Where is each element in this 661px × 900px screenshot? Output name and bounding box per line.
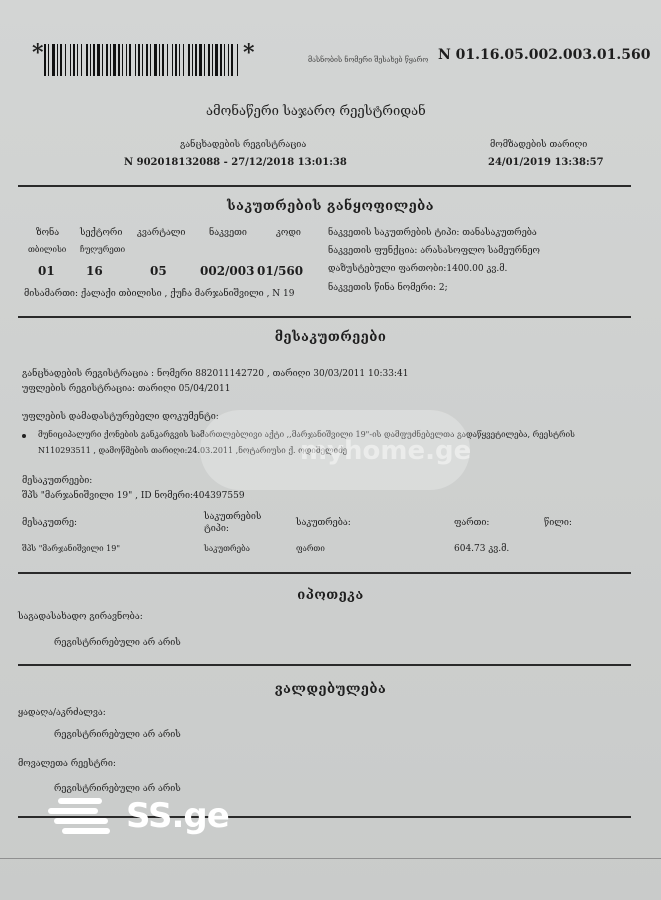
owners-section-title: მესაკუთრეები (274, 330, 387, 345)
divider (18, 572, 631, 574)
debtors-label: მოვალეთა რეესტრი: (18, 759, 116, 769)
divider (18, 185, 631, 187)
mortgage-section-title: იპოთეკა (297, 588, 364, 603)
basis-label: უფლების დამადასტურებელი დოკუმენტი: (22, 412, 219, 422)
registration-label: განცხადების რეგისტრაცია (180, 140, 307, 150)
table-cell-ownership-type: საკუთრება (204, 544, 250, 553)
header-small-caption: მასნობის ნომერი შესახებ წყარო (308, 56, 429, 64)
table-header-owner: მესაკუთრე: (22, 518, 78, 528)
parcel-area: დაზუსტებული ფართობი:1400.00 კვ.მ. (328, 264, 508, 274)
code-quarter: 05 (150, 264, 167, 278)
basis-text-line1: მუნიციპალური ქონების განკარგვის სამართლებლივი აქტი ,,მარჯანიშვილი 19"-ის დამფუძნებელთა გადაწყვეტილება, რეესტრის (38, 430, 575, 439)
parcel-function: ნაკვეთის ფუნქცია: არასასოფლო სამეურნეო (328, 246, 540, 256)
registration-value: N 902018132088 - 27/12/2018 13:01:38 (124, 157, 347, 168)
owners-registration-line: განცხადების რეგისტრაცია : ნომერი 882011142720 , თარიღი 30/03/2011 10:33:41 (22, 369, 409, 379)
mortgage-label: საგადასახადო გირავნობა: (18, 612, 143, 622)
document-number: N 01.16.05.002.003.01.560 (438, 47, 651, 63)
zone-name: თბილისი (28, 245, 67, 254)
watermark-center: myhome.ge (300, 436, 472, 466)
prepared-value: 24/01/2019 13:38:57 (488, 157, 604, 168)
table-cell-area: 604.73 კვ.მ. (454, 544, 510, 554)
ss-logo-text: SS.ge (126, 796, 229, 836)
seizure-label: ყადაღა/აკრძალვა: (18, 708, 106, 718)
debtors-value: რეგისტრირებული არ არის (54, 784, 181, 794)
table-cell-owner: შპს "მარჯანიშვილი 19" (22, 544, 121, 553)
table-header-ownership: საკუთრება: (296, 518, 351, 528)
col-header-quarter: კვარტალი (137, 228, 186, 238)
table-cell-ownership: ფართი (296, 544, 325, 553)
prepared-label: მომზადების თარიღი (490, 140, 588, 150)
code-sector: 16 (86, 264, 103, 278)
barcode-star-right: * (243, 40, 255, 66)
property-section-title: საკუთრების განყოფილება (226, 199, 435, 214)
seizure-value: რეგისტრირებული არ არის (54, 730, 181, 740)
owners-value: შპს "მარჯანიშვილი 19" , ID ნომერი:404397559 (22, 491, 245, 501)
col-header-parcel: ნაკვეთი (209, 228, 247, 238)
owners-label: მესაკუთრეები: (22, 476, 93, 486)
ss-logo-icon (48, 796, 112, 836)
table-header-area: ფართი: (454, 518, 490, 528)
property-address: მისამართი: ქალაქი თბილისი , ქუჩა მარჯანიშვილი , N 19 (24, 289, 295, 299)
owners-right-registration: უფლების რეგისტრაცია: თარიღი 05/04/2011 (22, 384, 231, 394)
divider (18, 664, 631, 666)
page-bottom-line (0, 858, 661, 859)
col-header-sector: სექტორი (80, 228, 123, 238)
barcode-bar (238, 44, 240, 76)
ss-logo (48, 796, 229, 836)
document-title: ამონაწერი საჯარო რეესტრიდან (206, 104, 426, 119)
table-header-share: წილი: (544, 518, 572, 528)
sector-name: ჩუღურეთი (80, 245, 126, 254)
col-header-code: კოდი (276, 228, 301, 238)
code-zone: 01 (38, 264, 55, 278)
code-parcel: 002/003 (200, 264, 255, 278)
parcel-previous-number: ნაკვეთის წინა ნომერი: 2; (328, 283, 448, 293)
mortgage-value: რეგისტრირებული არ არის (54, 638, 181, 648)
code-unit: 01/560 (257, 264, 304, 278)
table-header-ownership-type: საკუთრების ტიპი: (204, 512, 262, 534)
bullet (22, 434, 26, 438)
col-header-zone: ზონა (36, 228, 60, 238)
basis-text-line2: N110293511 , დამოწმების თარიღი:24.03.2011 ,ნოტარიუსი ქ. ოდიშელიძე (38, 446, 348, 455)
encumbrances-section-title: ვალდებულება (274, 682, 387, 697)
divider (18, 316, 631, 318)
barcode-star-left: * (32, 40, 44, 66)
barcode (44, 44, 240, 76)
parcel-ownership-type: ნაკვეთის საკუთრების ტიპი: თანასაკუთრება (328, 228, 537, 238)
